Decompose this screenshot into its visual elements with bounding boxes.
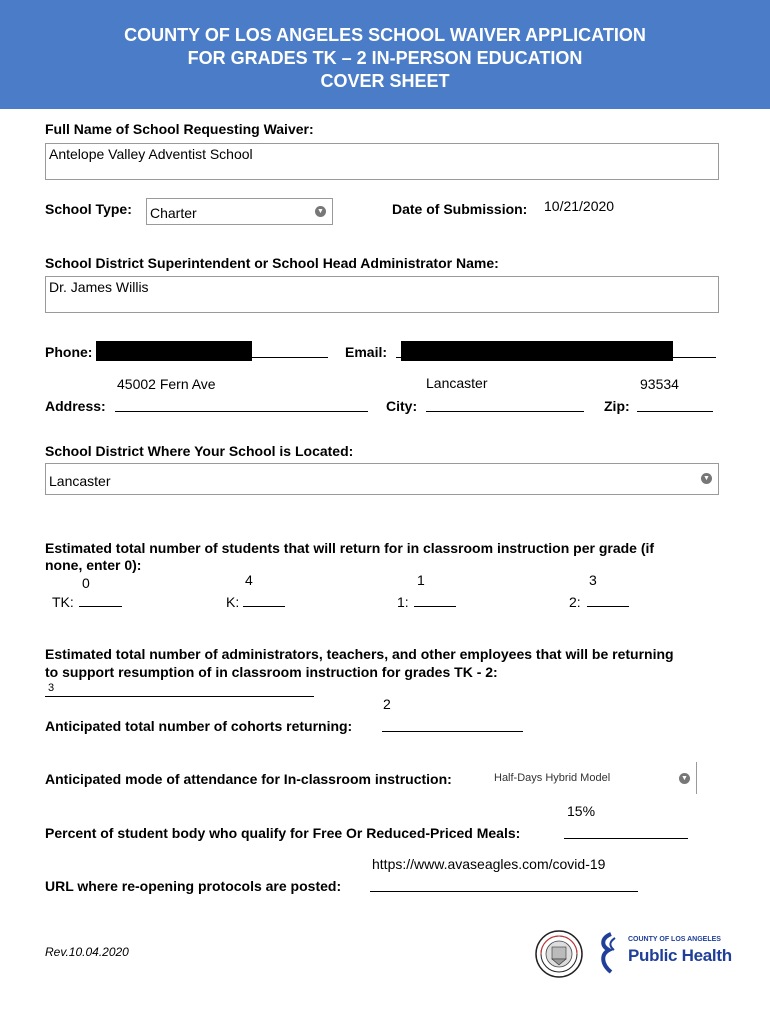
grade1-label: 1: [397,594,409,610]
superintendent-field[interactable] [45,276,719,313]
students-label-line2: none, enter 0): [45,557,142,573]
header-banner [0,0,770,109]
grade2-underline [587,606,629,607]
frpm-label: Percent of student body who qualify for Free Or Reduced-Priced Meals: [45,825,521,841]
date-submission-label: Date of Submission: [392,201,528,217]
students-label-line1: Estimated total number of students that will return for in classroom instruction per grade (if [45,540,655,556]
url-underline [370,891,638,892]
cohorts-value[interactable]: 2 [383,696,391,712]
header-title-line1: COUNTY OF LOS ANGELES SCHOOL WAIVER APPLICATION [124,25,646,45]
county-seal-logo [535,930,583,978]
district-select[interactable] [45,463,719,495]
staff-label-line2: to support resumption of in classroom instruction for grades TK - 2: [45,664,498,680]
school-type-select[interactable] [146,198,333,225]
frpm-value[interactable]: 15% [567,803,596,819]
attendance-select[interactable] [488,762,697,794]
school-name-value: Antelope Valley Adventist School [49,146,253,162]
k-label: K: [226,594,240,610]
attendance-value: Half-Days Hybrid Model [494,772,611,784]
public-health-emblem-icon [597,932,619,974]
zip-label: Zip: [604,398,630,414]
chevron-down-icon: ▼ [679,773,690,784]
logo-county-text: COUNTY OF LOS ANGELES [628,936,721,943]
grade2-label: 2: [569,594,581,610]
staff-value[interactable]: 3 [48,682,55,694]
city-underline [426,411,584,412]
address-label: Address: [45,398,106,414]
city-label: City: [386,398,418,414]
grade2-value[interactable]: 3 [589,572,597,588]
grade1-value[interactable]: 1 [417,572,425,588]
tk-underline [79,606,122,607]
chevron-down-icon: ▼ [701,473,712,484]
chevron-down-icon: ▼ [315,206,326,217]
superintendent-label: School District Superintendent or School Head Administrator Name: [45,255,499,271]
tk-value[interactable]: 0 [82,575,90,591]
cohorts-underline [382,731,523,732]
address-underline [115,411,368,412]
phone-label: Phone: [45,344,93,360]
school-type-value: Charter [150,205,197,221]
zip-value[interactable]: 93534 [640,376,679,392]
url-label: URL where re-opening protocols are posted: [45,878,342,894]
superintendent-value: Dr. James Willis [49,279,149,295]
school-name-label: Full Name of School Requesting Waiver: [45,121,314,137]
phone-underline[interactable] [96,357,328,358]
logo-public-health-text: Public Health [628,946,732,965]
header-title-line3: COVER SHEET [320,71,450,91]
url-value[interactable]: https://www.avaseagles.com/covid-19 [372,856,606,872]
grade1-underline [414,606,456,607]
phone-redaction [96,341,252,361]
district-value: Lancaster [49,473,111,489]
zip-underline [637,411,713,412]
school-type-label: School Type: [45,201,132,217]
school-name-field[interactable] [45,143,719,180]
address-value[interactable]: 45002 Fern Ave [117,376,216,392]
cohorts-label: Anticipated total number of cohorts returning: [45,718,353,734]
k-underline [243,606,285,607]
attendance-label: Anticipated mode of attendance for In-classroom instruction: [45,771,452,787]
tk-label: TK: [52,594,74,610]
k-value[interactable]: 4 [245,572,253,588]
city-value[interactable]: Lancaster [426,375,488,391]
frpm-underline [564,838,688,839]
staff-underline [45,696,314,697]
district-label: School District Where Your School is Located: [45,443,354,459]
email-label: Email: [345,344,388,360]
email-redaction [401,341,673,361]
email-underline[interactable] [396,357,716,358]
date-submission-value[interactable]: 10/21/2020 [544,198,615,214]
revision-label: Rev.10.04.2020 [45,945,129,959]
staff-label-line1: Estimated total number of administrators, teachers, and other employees that will be returning [45,646,674,662]
header-title-line2: FOR GRADES TK – 2 IN-PERSON EDUCATION [187,48,583,68]
